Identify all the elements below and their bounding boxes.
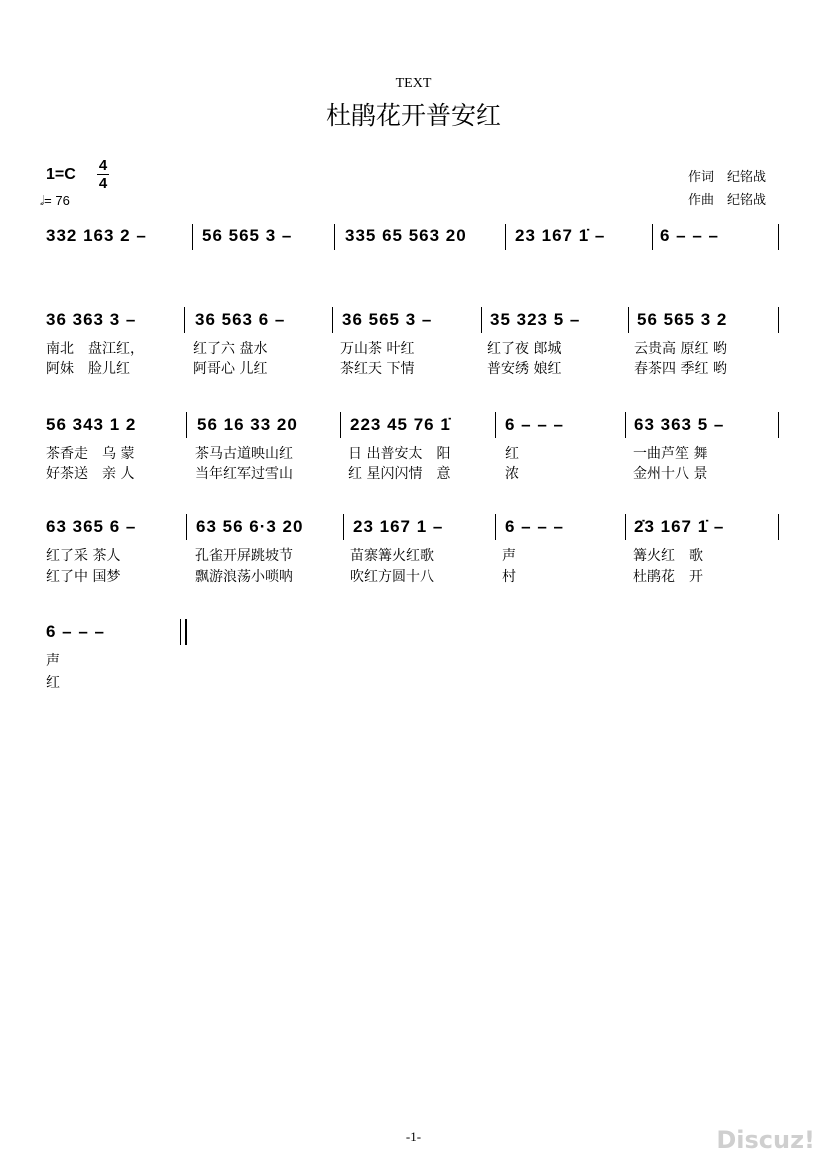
measure-notes: 63 56 6·3 20 bbox=[196, 517, 304, 536]
lyric-verse-1: 日 出普安太 阳 bbox=[348, 446, 451, 462]
lyric-verse-2: 杜鹃花 开 bbox=[633, 569, 703, 585]
lyric-verse-2: 好茶送 亲 人 bbox=[46, 466, 135, 482]
measure-notes: 36 363 3 – bbox=[46, 310, 137, 329]
lyric-verse-1: 声 bbox=[46, 653, 60, 669]
lyric-verse-2: 红了中 国梦 bbox=[46, 569, 121, 585]
measure-notes: 23 167 1̇ – bbox=[515, 226, 606, 245]
measure-notes: 6 – – – bbox=[505, 415, 564, 434]
watermark-logo: Discuz! bbox=[716, 1126, 815, 1154]
lyric-verse-1: 茶香走 乌 蒙 bbox=[46, 446, 135, 462]
measure-notes: 6 – – – bbox=[505, 517, 564, 536]
lyric-verse-1: 苗寨篝火红歌 bbox=[350, 548, 434, 564]
lyric-verse-1: 红 bbox=[505, 446, 519, 462]
measure-notes: 23 167 1 – bbox=[353, 517, 444, 536]
lyricist-credit: 作词 纪铭战 bbox=[688, 170, 767, 185]
lyric-verse-2: 红 bbox=[46, 675, 60, 691]
measure-notes: 63 365 6 – bbox=[46, 517, 137, 536]
lyric-verse-2: 当年红军过雪山 bbox=[195, 466, 293, 482]
lyric-verse-1: 红了六 盘水 bbox=[193, 341, 268, 357]
measure-notes: 36 563 6 – bbox=[195, 310, 286, 329]
measure-notes: 56 16 33 20 bbox=[197, 415, 298, 434]
measure-notes: 36 565 3 – bbox=[342, 310, 433, 329]
lyric-verse-1: 声 bbox=[502, 548, 516, 564]
lyric-verse-1: 云贵高 原红 哟 bbox=[634, 341, 727, 357]
measure-notes: 2̇3 167 1̇ – bbox=[634, 517, 725, 536]
lyric-verse-1: 红了采 茶人 bbox=[46, 548, 121, 564]
score-title: 杜鹃花开普安红 bbox=[325, 101, 501, 130]
lyric-verse-2: 阿妹 脸儿红 bbox=[46, 361, 130, 377]
lyric-verse-2: 茶红天 下情 bbox=[340, 361, 415, 377]
measure-notes: 35 323 5 – bbox=[490, 310, 581, 329]
lyric-verse-2: 金州十八 景 bbox=[633, 466, 708, 482]
measure-notes: 6 – – – bbox=[660, 226, 719, 245]
page-number: -1- bbox=[405, 1129, 422, 1144]
time-signature bbox=[96, 158, 110, 191]
lyric-verse-2: 村 bbox=[502, 569, 516, 585]
key-signature: 1=C bbox=[46, 166, 76, 183]
measure-notes: 63 363 5 – bbox=[634, 415, 725, 434]
lyric-verse-1: 南北 盘江红， bbox=[46, 341, 144, 357]
measure-notes: 56 565 3 – bbox=[202, 226, 293, 245]
lyric-verse-2: 浓 bbox=[505, 466, 519, 482]
lyric-verse-1: 篝火红 歌 bbox=[633, 548, 703, 564]
measure-notes: 56 565 3 2 bbox=[637, 310, 728, 329]
score-subtitle: TEXT bbox=[395, 76, 432, 91]
lyric-verse-1: 一曲芦笙 舞 bbox=[633, 446, 708, 462]
time-signature-bottom: 4 bbox=[98, 175, 108, 192]
lyric-verse-1: 红了夜 郎城 bbox=[487, 341, 562, 357]
lyric-verse-2: 红 星闪闪情 意 bbox=[348, 466, 451, 482]
composer-credit: 作曲 纪铭战 bbox=[688, 193, 767, 208]
lyric-verse-2: 普安绣 娘红 bbox=[487, 361, 562, 377]
tempo-marking: 𝅗𝅥= 76 bbox=[40, 193, 70, 208]
lyric-verse-1: 茶马古道映山红 bbox=[195, 446, 293, 462]
lyric-verse-2: 春茶四 季红 哟 bbox=[634, 361, 727, 377]
time-signature-top: 4 bbox=[98, 157, 108, 174]
lyric-verse-2: 飘游浪荡小唢呐 bbox=[195, 569, 293, 585]
measure-notes: 6 – – – bbox=[46, 622, 105, 641]
lyric-verse-1: 万山茶 叶红 bbox=[340, 341, 415, 357]
measure-notes: 335 65 563 20 bbox=[345, 226, 467, 245]
lyric-verse-1: 孔雀开屏跳坡节 bbox=[195, 548, 293, 564]
lyric-verse-2: 吹红方圆十八 bbox=[350, 569, 434, 585]
lyric-verse-2: 阿哥心 儿红 bbox=[193, 361, 268, 377]
measure-notes: 332 163 2 – bbox=[46, 226, 147, 245]
measure-notes: 56 343 1 2 bbox=[46, 415, 137, 434]
measure-notes: 223 45 76 1̇ bbox=[350, 415, 451, 434]
